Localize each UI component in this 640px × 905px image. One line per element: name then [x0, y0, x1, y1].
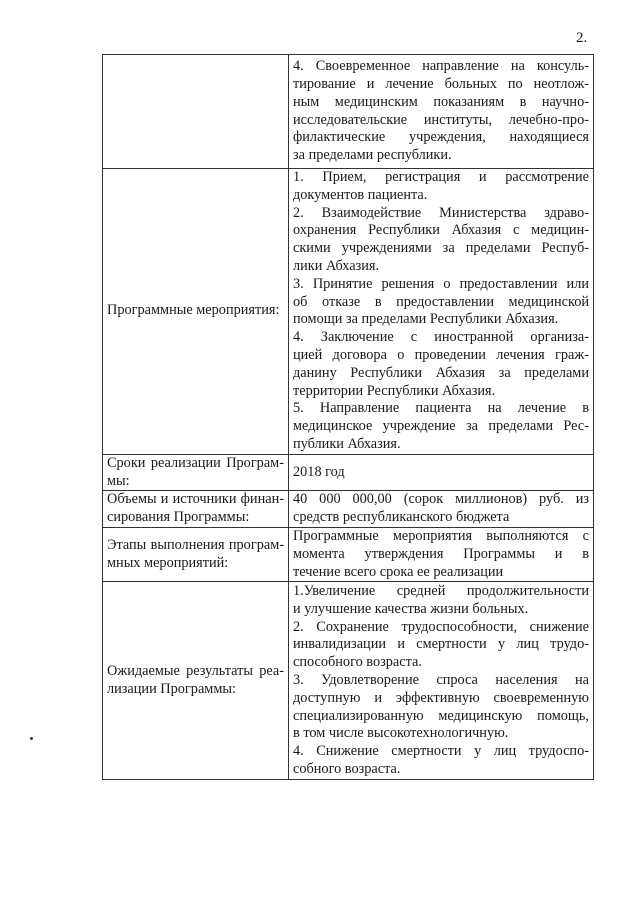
- row-value-cell: [289, 454, 594, 491]
- row-value-line: данину Республики Абхазия за пределами: [293, 364, 589, 381]
- row-value-line: медицинское учреждение за пределами Рес-: [293, 418, 589, 435]
- row-value-cell: [289, 169, 594, 455]
- row-label-line: Объемы и источники финан-: [107, 491, 284, 508]
- row-label-cell: [103, 491, 289, 528]
- row-value-line: публики Абхазия.: [293, 435, 401, 452]
- row-label-line: лизации Программы:: [107, 680, 236, 697]
- row-value-line: охранения Республики Абхазия с медицин-: [293, 222, 589, 239]
- row-value-line: 2. Сохранение трудоспособности, снижение: [293, 618, 589, 635]
- row-label-line: Этапы выполнения програм-: [107, 536, 284, 553]
- row-value-line: 3. Принятие решения о предоставлении или: [293, 275, 589, 292]
- row-label-line: Сроки реализации Програм-: [107, 454, 284, 471]
- row-value-line: в том числе высокотехнологичную.: [293, 725, 509, 742]
- scan-speck: [30, 737, 33, 740]
- row-label-line: сирования Программы:: [107, 509, 250, 526]
- table-row: [103, 527, 594, 581]
- row-label-cell: [103, 169, 289, 455]
- row-value-line: 2018 год: [293, 463, 345, 480]
- row-value-line: способного возраста.: [293, 654, 422, 671]
- row-label-cell: [103, 55, 289, 169]
- table-row: [103, 454, 594, 491]
- row-value-line: цией договора о проведении лечения граж-: [293, 346, 589, 363]
- row-value-line: 4. Своевременное направление на консуль-: [293, 58, 589, 75]
- row-value-line: средств республиканского бюджета: [293, 509, 510, 526]
- row-value-line: об отказе в предоставлении медицинской: [293, 293, 589, 310]
- row-label-cell: [103, 582, 289, 780]
- row-value-line: инвалидизации и смертности у лиц трудо-: [293, 636, 589, 653]
- table-row: [103, 491, 594, 528]
- row-value-line: лики Абхазия.: [293, 257, 380, 274]
- row-label-line: Программные мероприятия:: [107, 302, 280, 319]
- row-value-cell: [289, 582, 594, 780]
- table-row: [103, 582, 594, 780]
- page-number: 2.: [576, 30, 588, 46]
- row-value-line: доступную и эффективную своевременную: [293, 689, 589, 706]
- row-label-line: мы:: [107, 472, 130, 489]
- row-label-line: мных мероприятий:: [107, 554, 229, 571]
- row-value-line: за пределами республики.: [293, 147, 452, 164]
- row-value-line: исследовательские институты, лечебно-про-: [293, 111, 589, 128]
- row-value-cell: [289, 491, 594, 528]
- program-passport-table: [102, 54, 594, 780]
- table-row: [103, 169, 594, 455]
- row-value-line: момента утверждения Программы и в: [293, 545, 589, 562]
- row-value-line: тирование и лечение больных по неотлож-: [293, 75, 589, 92]
- row-value-line: документов пациента.: [293, 186, 428, 203]
- table-row: [103, 55, 594, 169]
- row-value-line: 1.Увеличение средней продолжительности: [293, 582, 589, 599]
- row-value-line: 40 000 000,00 (сорок миллионов) руб. из: [293, 491, 589, 508]
- row-value-line: филактические учреждения, находящиеся: [293, 129, 589, 146]
- row-value-line: специализированную медицинскую помощь,: [293, 707, 589, 724]
- row-value-line: 4. Снижение смертности у лиц трудоспо-: [293, 743, 589, 760]
- row-value-line: собного возраста.: [293, 760, 401, 777]
- row-value-line: помощи за пределами Республики Абхазия.: [293, 311, 559, 328]
- row-value-line: территории Республики Абхазия.: [293, 382, 496, 399]
- row-value-line: 2. Взаимодействие Министерства здраво-: [293, 204, 589, 221]
- row-value-line: 5. Направление пациента на лечение в: [293, 400, 589, 417]
- row-label-line: Ожидаемые результаты реа-: [107, 663, 284, 680]
- row-value-cell: [289, 55, 594, 169]
- row-value-line: и улучшение качества жизни больных.: [293, 600, 529, 617]
- row-value-line: 1. Прием, регистрация и рассмотрение: [293, 169, 589, 185]
- row-value-cell: [289, 527, 594, 581]
- row-value-line: Программные мероприятия выполняются с: [293, 527, 589, 544]
- row-value-line: скими учреждениями за пределами Респуб-: [293, 240, 589, 257]
- row-label-cell: [103, 527, 289, 581]
- row-value-line: 3. Удовлетворение спроса населения на: [293, 671, 589, 688]
- row-value-line: 4. Заключение с иностранной организа-: [293, 329, 589, 346]
- row-value-line: ным медицинским показаниям в научно-: [293, 93, 589, 110]
- row-label-cell: [103, 454, 289, 491]
- row-value-line: течение всего срока ее реализации: [293, 563, 504, 580]
